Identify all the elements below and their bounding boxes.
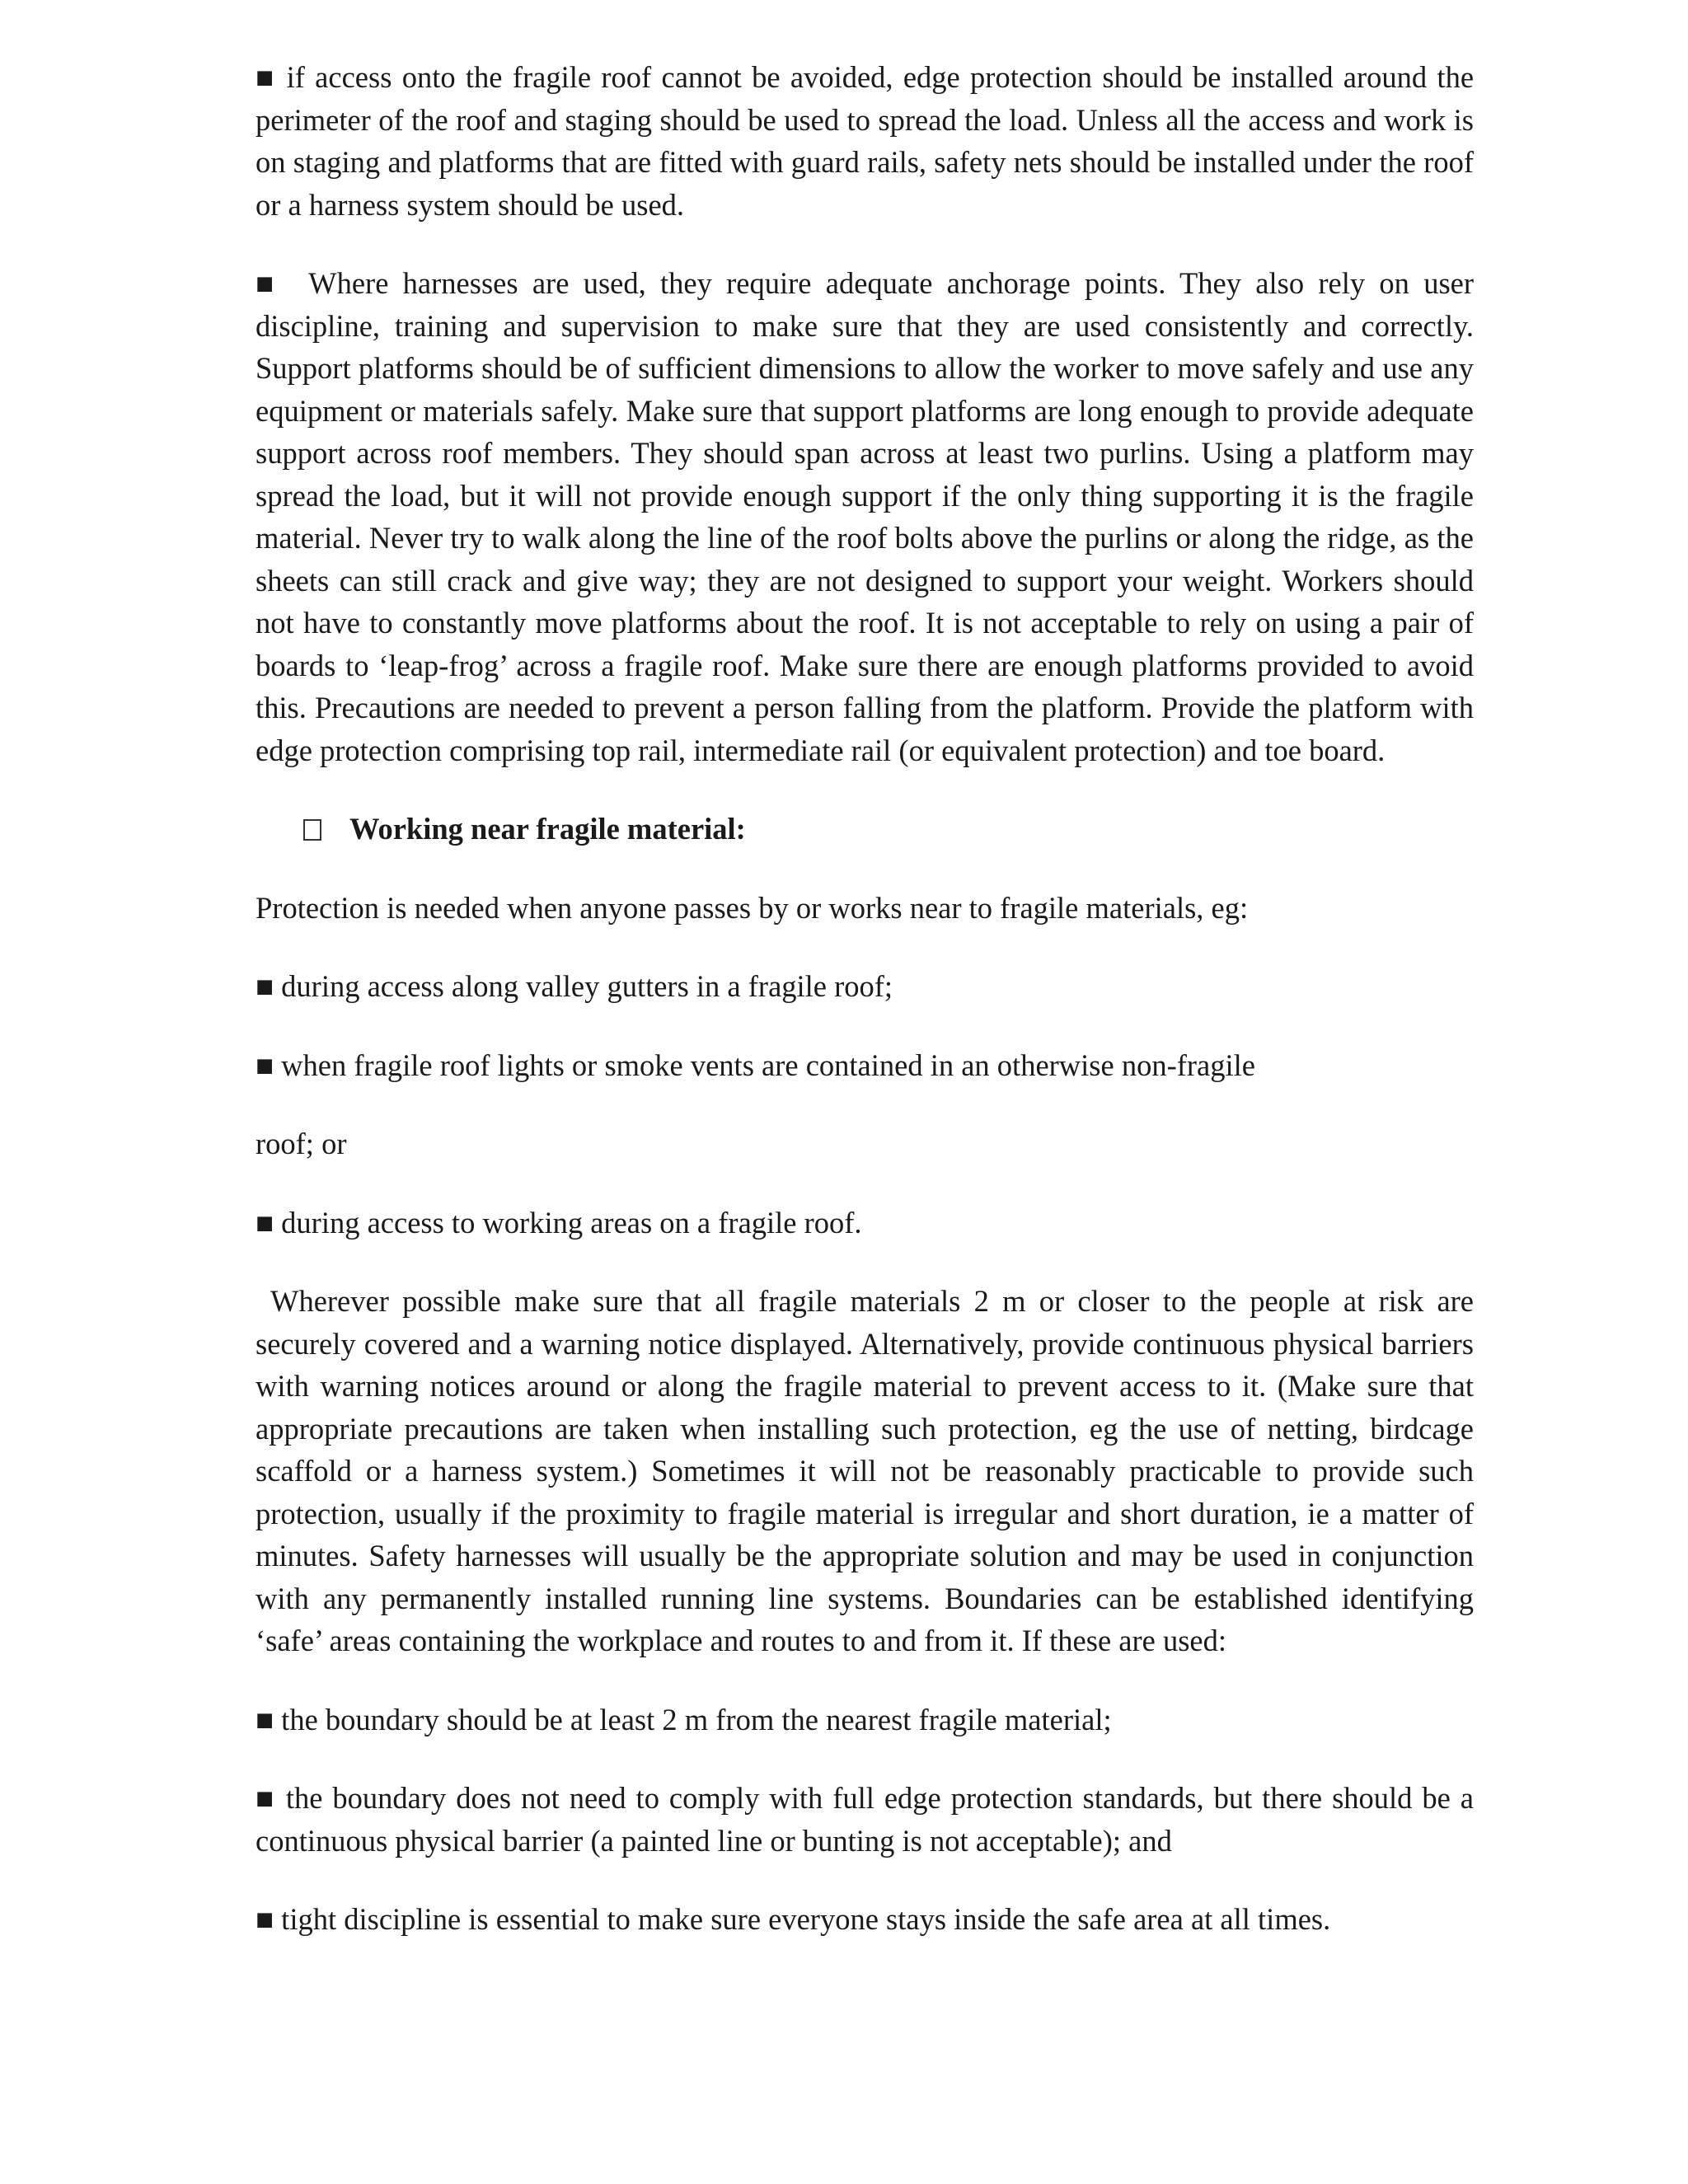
bullet-glyph: ■ <box>256 60 277 94</box>
list-item-text: the boundary does not need to comply with full edge protection standards, but there should be a continuous physical barrier (a painted line or bunting is not acceptable); and <box>256 1781 1475 1858</box>
section-heading <box>256 808 1474 851</box>
list-item-roof-lights-continued: roof; or <box>256 1127 347 1160</box>
bullet-glyph: ■ <box>256 969 274 1003</box>
bullet-glyph: ■ <box>256 266 281 300</box>
intro-paragraph: Protection is needed when anyone passes by or works near to fragile materials, eg: <box>256 890 1249 925</box>
paragraph-text: Where harnesses are used, they require adequate anchorage points. They also rely on user discipline, training and supervision to make sure that they are used consistently and correctly. Support platforms should be of sufficient dimensions to allow the worker to move safely and use any equipment or materials safely. Make sure that support platforms are long enough to provide adequate support across roof members. They should span across at least two purlins. Using a platform may spread the load, but it will not provide enough support if the only thing supporting it is the fragile material. Never try to walk along the line of the roof bolts above the purlins or along the ridge, as the sheets can still crack and give way; they are not designed to support your weight. Workers should not have to constantly move platforms about the roof. It is not acceptable to rely on using a pair of boards to ‘leap-frog’ across a fragile roof. Make sure there are enough platforms provided to avoid this. Precautions are needed to prevent a person falling from the platform. Provide the platform with edge protection comprising top rail, intermediate rail (or equivalent protection) and toe board. <box>256 266 1474 767</box>
list-item-text: during access along valley gutters in a fragile roof; <box>281 969 893 1003</box>
bullet-glyph: ■ <box>256 1047 274 1082</box>
checkbox-bullet-icon <box>303 819 321 841</box>
bullet-paragraph-harnesses <box>256 262 1474 771</box>
paragraph-text: if access onto the fragile roof cannot be avoided, edge protection should be installed around the perimeter of the roof and staging should be used to spread the load. Unless all the access and work is on staging and platforms that are fitted with guard rails, safety nets should be installed under the roof or a harness system should be used. <box>256 60 1475 222</box>
bullet-paragraph-fragile-roof-access <box>256 56 1474 226</box>
document-page <box>256 56 1474 1977</box>
list-item-text: tight discipline is essential to make sure everyone stays inside the safe area at all times. <box>281 1902 1331 1936</box>
list-item-boundary-distance <box>256 1699 1474 1741</box>
bullet-glyph: ■ <box>256 1781 276 1815</box>
bullet-glyph: ■ <box>256 1205 274 1240</box>
bullet-glyph: ■ <box>256 1902 274 1936</box>
list-item-roof-lights <box>256 1044 1474 1087</box>
section-heading-text: Working near fragile material: <box>349 812 746 846</box>
list-item-boundary-barrier <box>256 1777 1474 1862</box>
bullet-glyph: ■ <box>256 1702 274 1736</box>
list-item-text: the boundary should be at least 2 m from the nearest fragile material; <box>281 1702 1112 1736</box>
list-item-text: during access to working areas on a fragile roof. <box>281 1205 862 1240</box>
list-item-text: when fragile roof lights or smoke vents are contained in an otherwise non-fragile <box>281 1047 1255 1082</box>
list-item-valley-gutters <box>256 965 1474 1008</box>
list-item-working-areas <box>256 1202 1474 1244</box>
list-item-discipline <box>256 1898 1474 1941</box>
paragraph-wherever-possible: Wherever possible make sure that all fragile materials 2 m or closer to the people at risk are securely covered and a warning notice displayed. Alternatively, provide continuous physical barriers with warning notices around or along the fragile material to prevent access to it. (Make sure that appropriate precautions are taken when installing such protection, eg the use of netting, birdcage scaffold or a harness system.) Sometimes it will not be reasonably practicable to provide such protection, usually if the proximity to fragile material is irregular and short duration, ie a matter of minutes. Safety harnesses will usually be the appropriate solution and may be used in conjunction with any permanently installed running line systems. Boundaries can be established identifying ‘safe’ areas containing the workplace and routes to and from it. If these are used: <box>256 1284 1474 1657</box>
